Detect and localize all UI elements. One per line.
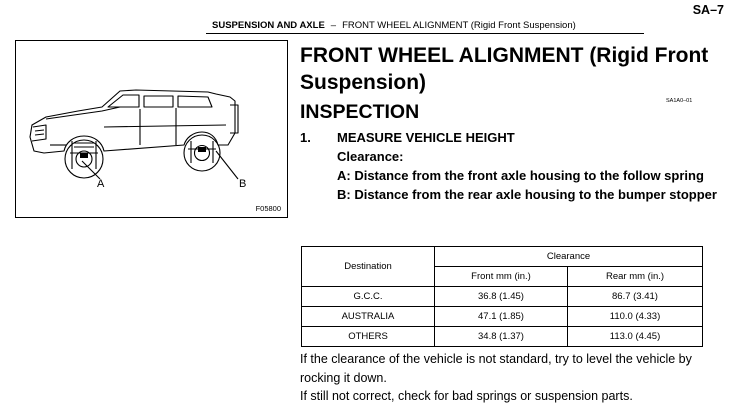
front-cell: 34.8 (1.37) xyxy=(435,327,568,347)
rear-header: Rear mm (in.) xyxy=(568,267,703,287)
clearance-header: Clearance xyxy=(435,247,703,267)
table-row xyxy=(302,287,703,307)
figure-label-a: A xyxy=(97,178,105,190)
note-level-vehicle: If the clearance of the vehicle is not standard, try to level the vehicle by rocking it down. xyxy=(300,352,692,385)
leader-b xyxy=(216,151,238,179)
inspection-heading: INSPECTION xyxy=(300,101,420,123)
header-separator: – xyxy=(330,20,337,31)
clearance-item-a: A: Distance from the front axle housing to the follow spring xyxy=(337,168,704,183)
destination-cell: AUSTRALIA xyxy=(302,307,435,327)
rear-cell: 86.7 (3.41) xyxy=(568,287,703,307)
page-title: FRONT WHEEL ALIGNMENT (Rigid Front Suspension) xyxy=(300,44,709,94)
notes xyxy=(300,350,715,406)
front-header: Front mm (in.) xyxy=(435,267,568,287)
step-number: 1. xyxy=(300,130,311,145)
vehicle-illustration xyxy=(16,41,289,219)
destination-header: Destination xyxy=(302,247,435,287)
section-title: SUSPENSION AND AXLE xyxy=(212,20,325,31)
destination-cell: G.C.C. xyxy=(302,287,435,307)
note-check-springs: If still not correct, check for bad springs or suspension parts. xyxy=(300,389,633,403)
rear-wheel xyxy=(184,135,220,171)
figure-code: F05800 xyxy=(255,204,281,213)
rear-cell: 113.0 (4.45) xyxy=(568,327,703,347)
step-heading: MEASURE VEHICLE HEIGHT xyxy=(337,130,515,145)
page-id: SA–7 xyxy=(692,3,724,17)
subsection-title: FRONT WHEEL ALIGNMENT (Rigid Front Suspension) xyxy=(342,20,576,31)
running-header xyxy=(212,20,576,31)
vehicle-window-mid xyxy=(144,96,173,107)
destination-cell: OTHERS xyxy=(302,327,435,347)
figure-label-b: B xyxy=(239,178,247,190)
vehicle-body-outline xyxy=(30,90,235,153)
vehicle-figure xyxy=(15,40,288,218)
reference-code: SA1A0–01 xyxy=(666,98,693,104)
table-row xyxy=(302,327,703,347)
front-cell: 47.1 (1.85) xyxy=(435,307,568,327)
step-1 xyxy=(300,128,720,204)
front-cell: 36.8 (1.45) xyxy=(435,287,568,307)
header-rule xyxy=(206,33,644,34)
front-wheel xyxy=(65,140,103,178)
clearance-label: Clearance: xyxy=(337,149,404,164)
rear-cell: 110.0 (4.33) xyxy=(568,307,703,327)
vehicle-window-rear xyxy=(178,96,212,107)
clearance-item-b: B: Distance from the rear axle housing to the bumper stopper xyxy=(337,187,717,202)
table-row xyxy=(302,307,703,327)
clearance-table xyxy=(301,246,703,347)
